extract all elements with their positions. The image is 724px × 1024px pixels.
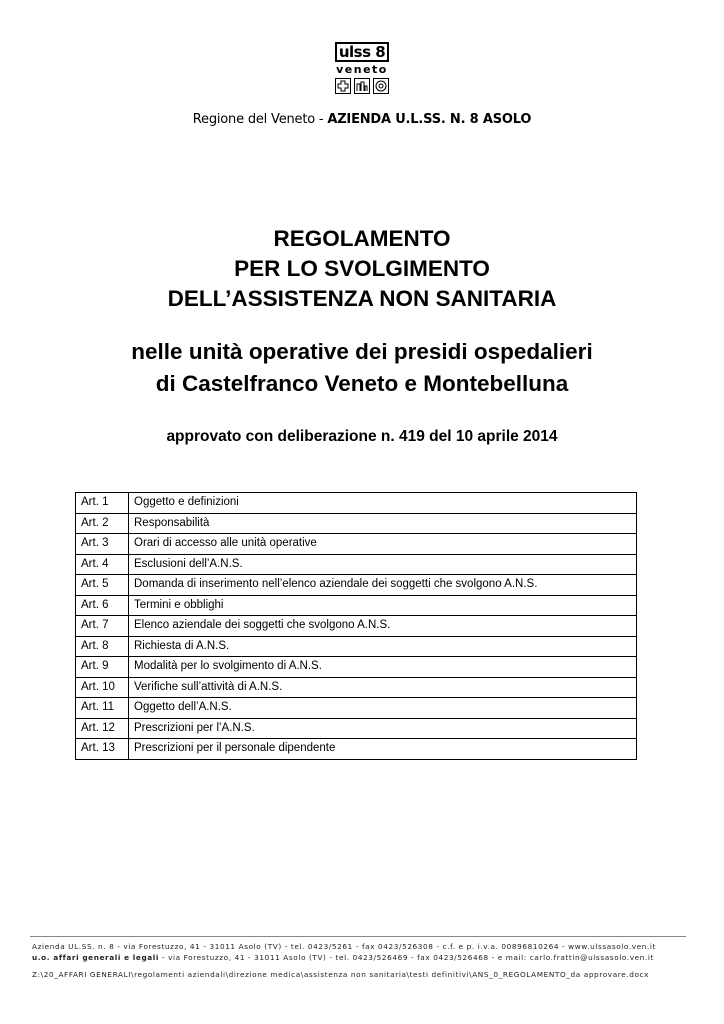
footer-line-2 bbox=[32, 953, 692, 962]
main-title bbox=[0, 224, 724, 314]
logo-text-top: ulss 8 bbox=[335, 42, 389, 62]
logo-text-middle: veneto bbox=[336, 63, 388, 76]
table-row bbox=[76, 616, 637, 637]
table-row bbox=[76, 739, 637, 760]
footer-line-1: Azienda UL.SS. n. 8 - via Forestuzzo, 41 - 31011 Asolo (TV) - tel. 0423/5261 - fax 0423/526308 - c.f. e p. i.v.a. 00896810264 - www.ulssasolo.ven.it bbox=[32, 942, 657, 951]
ulss-logo bbox=[335, 42, 389, 98]
article-number: Art. 8 bbox=[76, 636, 129, 657]
table-row bbox=[76, 513, 637, 534]
article-number: Art. 4 bbox=[76, 554, 129, 575]
article-title: Oggetto dell’A.N.S. bbox=[129, 698, 637, 719]
title-line-2: PER LO SVOLGIMENTO bbox=[234, 256, 490, 281]
article-number: Art. 6 bbox=[76, 595, 129, 616]
article-title: Richiesta di A.N.S. bbox=[129, 636, 637, 657]
table-row bbox=[76, 657, 637, 678]
article-title: Modalità per lo svolgimento di A.N.S. bbox=[129, 657, 637, 678]
subtitle-line-2: di Castelfranco Veneto e Montebelluna bbox=[155, 371, 569, 396]
articles-table bbox=[75, 492, 637, 760]
azienda-name: AZIENDA U.L.SS. N. 8 ASOLO bbox=[327, 112, 532, 127]
article-number: Art. 9 bbox=[76, 657, 129, 678]
table-row bbox=[76, 718, 637, 739]
building-icon bbox=[354, 78, 370, 94]
article-number: Art. 1 bbox=[76, 493, 129, 514]
cross-icon bbox=[335, 78, 351, 94]
article-number: Art. 5 bbox=[76, 575, 129, 596]
circle-icon bbox=[373, 78, 389, 94]
approval-line: approvato con deliberazione n. 419 del 10 aprile 2014 bbox=[166, 428, 558, 445]
table-row bbox=[76, 534, 637, 555]
region-header bbox=[0, 112, 724, 127]
title-line-3: DELL’ASSISTENZA NON SANITARIA bbox=[167, 286, 557, 311]
article-title: Domanda di inserimento nell’elenco aziendale dei soggetti che svolgono A.N.S. bbox=[129, 575, 637, 596]
article-number: Art. 12 bbox=[76, 718, 129, 739]
logo-icons bbox=[335, 78, 389, 94]
footer-divider bbox=[30, 936, 686, 937]
article-number: Art. 13 bbox=[76, 739, 129, 760]
article-title: Esclusioni dell’A.N.S. bbox=[129, 554, 637, 575]
article-title: Oggetto e definizioni bbox=[129, 493, 637, 514]
article-number: Art. 2 bbox=[76, 513, 129, 534]
article-number: Art. 11 bbox=[76, 698, 129, 719]
subtitle-line-1: nelle unità operative dei presidi ospedalieri bbox=[131, 339, 593, 364]
article-number: Art. 3 bbox=[76, 534, 129, 555]
table-row bbox=[76, 554, 637, 575]
article-title: Prescrizioni per il personale dipendente bbox=[129, 739, 637, 760]
table-row bbox=[76, 636, 637, 657]
article-title: Orari di accesso alle unità operative bbox=[129, 534, 637, 555]
article-title: Elenco aziendale dei soggetti che svolgono A.N.S. bbox=[129, 616, 637, 637]
region-name: Regione del Veneto - bbox=[192, 112, 328, 127]
article-title: Responsabilità bbox=[129, 513, 637, 534]
article-number: Art. 7 bbox=[76, 616, 129, 637]
table-row bbox=[76, 698, 637, 719]
footer-office: u.o. affari generali e legali bbox=[32, 953, 159, 962]
footer-file-path: Z:\20_AFFARI GENERALI\regolamenti aziendali\direzione medica\assistenza non sanitaria\testi definitivi\ANS_0_REGOLAMENTO_da approvare.docx bbox=[32, 970, 650, 979]
table-row bbox=[76, 595, 637, 616]
title-line-1: REGOLAMENTO bbox=[273, 226, 451, 251]
article-title: Prescrizioni per l’A.N.S. bbox=[129, 718, 637, 739]
article-title: Termini e obblighi bbox=[129, 595, 637, 616]
table-row bbox=[76, 493, 637, 514]
footer-office-contacts: - via Forestuzzo, 41 - 31011 Asolo (TV) - tel. 0423/526469 - fax 0423/526468 - e mail: carlo.frattin@ulssasolo.ven.it bbox=[159, 953, 654, 962]
article-number: Art. 10 bbox=[76, 677, 129, 698]
article-title: Verifiche sull’attività di A.N.S. bbox=[129, 677, 637, 698]
table-row bbox=[76, 677, 637, 698]
subtitle bbox=[0, 336, 724, 400]
table-row bbox=[76, 575, 637, 596]
